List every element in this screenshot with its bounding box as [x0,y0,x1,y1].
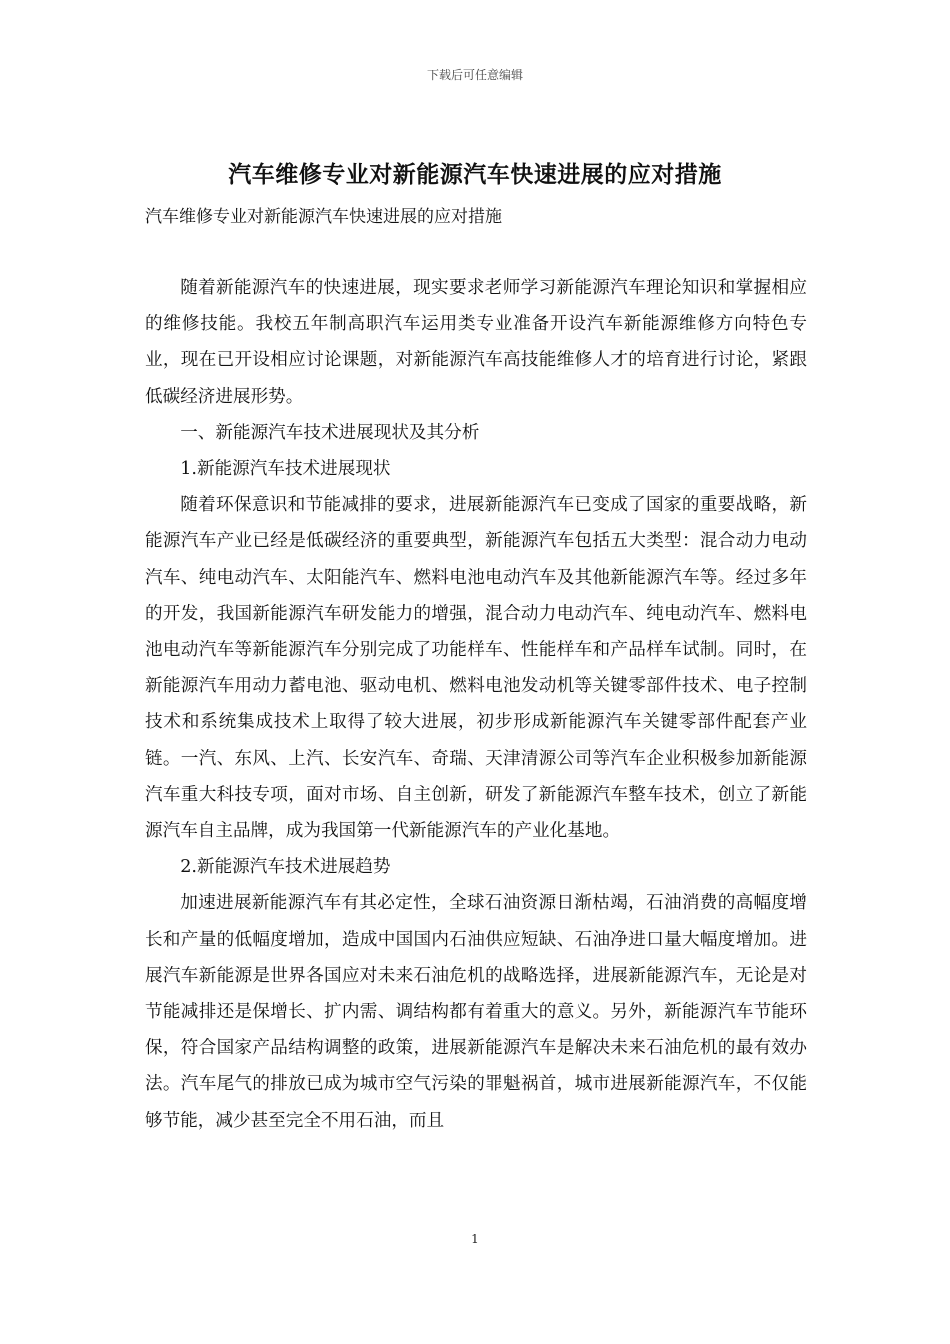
page-number: 1 [471,1232,479,1246]
paragraph-trend: 加速进展新能源汽车有其必定性，全球石油资源日渐枯竭，石油消费的高幅度增长和产量的低幅度增加，造成中国国内石油供应短缺、石油净进口量大幅度增加。进展汽车新能源是世界各国应对未来石油危机的战略选择，进展新能源汽车，无论是对节能减排还是保增长、扩内需、调结构都有着重大的意义。另外，新能源汽车节能环保，符合国家产品结构调整的政策，进展新能源汽车是解决未来石油危机的最有效办法。汽车尾气的排放已成为城市空气污染的罪魁祸首，城市进展新能源汽车，不仅能够节能，减少甚至完全不用石油，而且 [145,893,807,1131]
paragraph-status: 随着环保意识和节能减排的要求，进展新能源汽车已变成了国家的重要战略，新能源汽车产业已经是低碳经济的重要典型，新能源汽车包括五大类型：混合动力电动汽车、纯电动汽车、太阳能汽车、燃料电池电动汽车及其他新能源汽车等。经过多年的开发，我国新能源汽车研发能力的增强，混合动力电动汽车、纯电动汽车、燃料电池电动汽车等新能源汽车分别完成了功能样车、性能样车和产品样车试制。同时，在新能源汽车用动力蓄电池、驱动电机、燃料电池发动机等关键零部件技术、电子控制技术和系统集成技术上取得了较大进展，初步形成新能源汽车关键零部件配套产业链。一汽、东风、上汽、长安汽车、奇瑞、天津清源公司等汽车企业积极参加新能源汽车重大科技专项，面对市场、自主创新，研发了新能源汽车整车技术，创立了新能源汽车自主品牌，成为我国第一代新能源汽车的产业化基地。 [145,495,807,842]
subsection-heading-1: 1.新能源汽车技术进展现状 [180,459,391,480]
paragraph-intro: 随着新能源汽车的快速进展，现实要求老师学习新能源汽车理论知识和掌握相应的维修技能。我校五年制高职汽车运用类专业准备开设汽车新能源维修方向特色专业，现在已开设相应讨论课题，对新能源汽车高技能维修人才的培育进行讨论，紧跟低碳经济进展形势。 [145,278,807,407]
section-heading-1: 一、新能源汽车技术进展现状及其分析 [180,422,480,443]
document-title: 汽车维修专业对新能源汽车快速进展的应对措施 [228,161,722,188]
header-note: 下载后可任意编辑 [426,68,523,82]
document-body [145,270,807,1139]
document-subtitle: 汽车维修专业对新能源汽车快速进展的应对措施 [145,207,502,227]
subsection-heading-2: 2.新能源汽车技术进展趋势 [180,857,391,878]
